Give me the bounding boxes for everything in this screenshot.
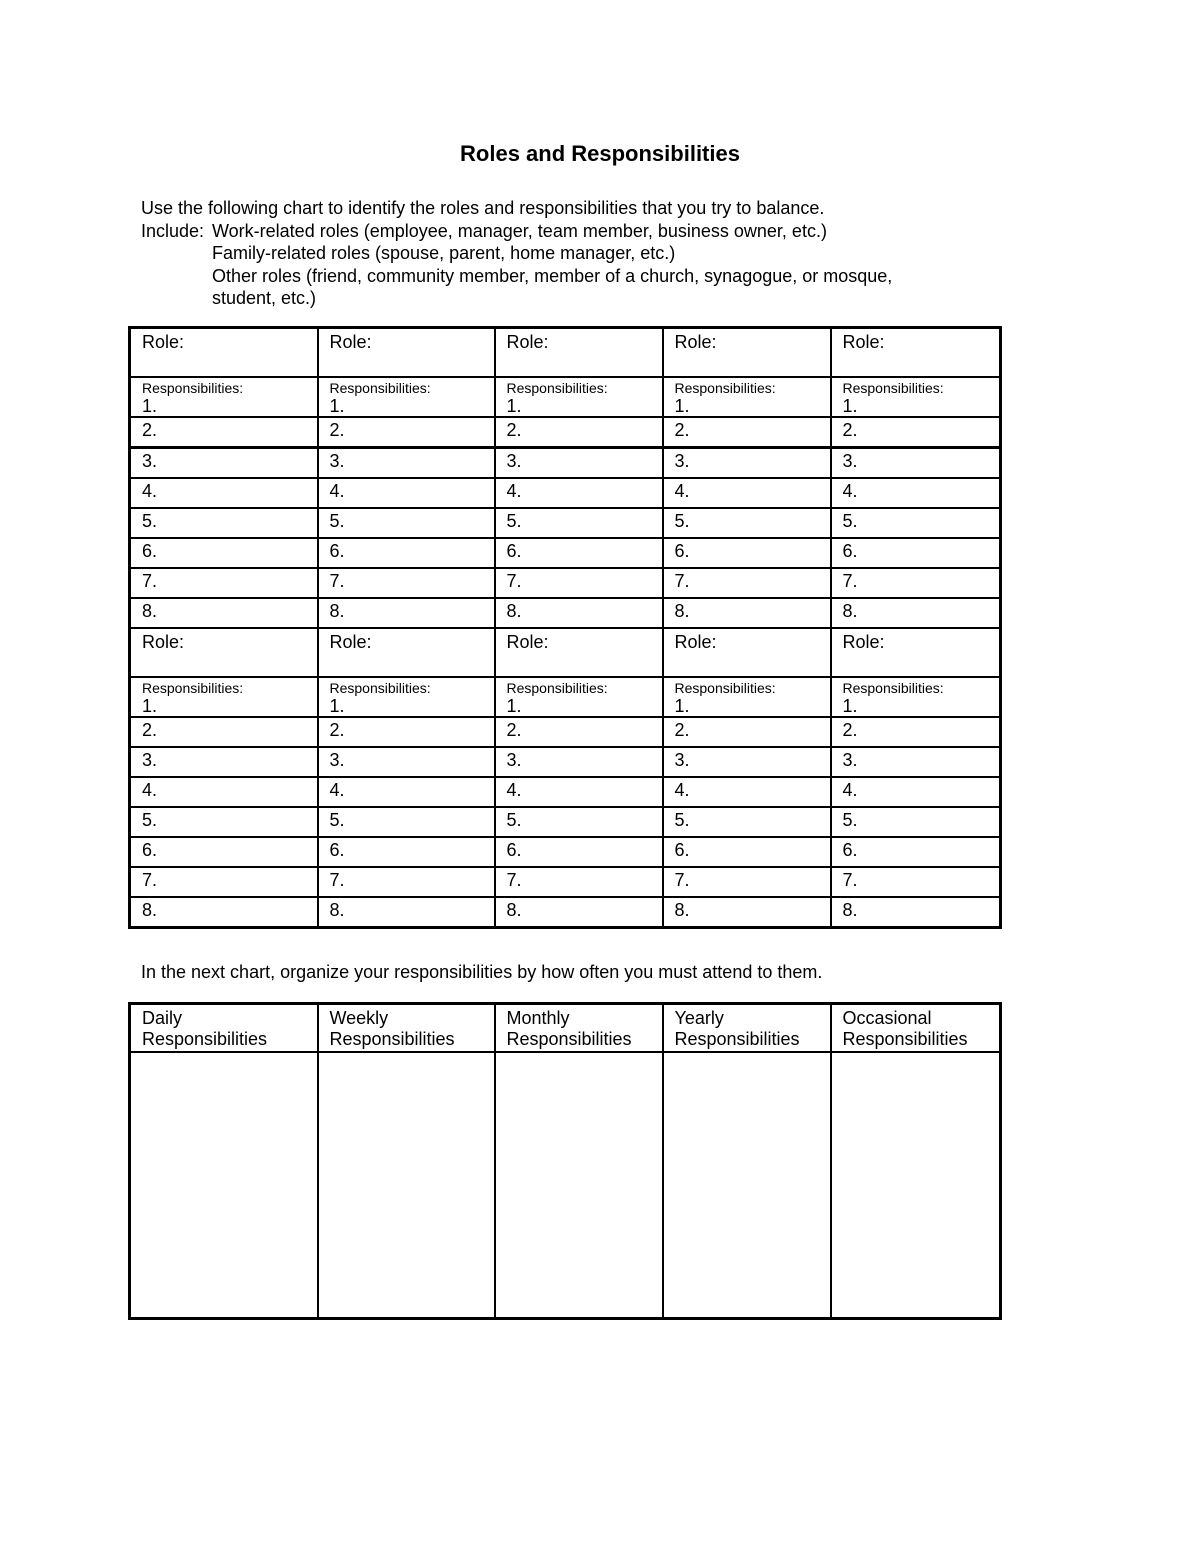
item-number: 6. bbox=[329, 541, 345, 561]
weekly-cell[interactable] bbox=[318, 1052, 495, 1319]
item-number: 8. bbox=[506, 900, 522, 920]
responsibility-cell[interactable] bbox=[130, 717, 318, 747]
item-number: 1. bbox=[329, 696, 345, 716]
responsibilities-row bbox=[130, 377, 1001, 417]
role-label: Role: bbox=[329, 332, 372, 352]
occasional-cell[interactable] bbox=[831, 1052, 1001, 1319]
responsibility-cell[interactable] bbox=[318, 417, 495, 448]
item-number: 8. bbox=[674, 900, 690, 920]
item-number: 2. bbox=[142, 720, 158, 740]
responsibility-cell[interactable] bbox=[831, 837, 1001, 867]
responsibility-cell[interactable] bbox=[663, 747, 831, 777]
responsibility-1-cell[interactable] bbox=[318, 677, 495, 717]
monthly-cell[interactable] bbox=[495, 1052, 663, 1319]
item-number: 2. bbox=[329, 420, 345, 440]
header-yearly: Yearly Responsibilities bbox=[663, 1004, 831, 1053]
responsibility-row bbox=[130, 568, 1001, 598]
responsibility-cell[interactable] bbox=[663, 867, 831, 897]
item-number: 6. bbox=[842, 541, 858, 561]
role-cell[interactable] bbox=[495, 628, 663, 677]
item-number: 2. bbox=[329, 720, 345, 740]
item-number: 2. bbox=[674, 720, 690, 740]
item-number: 8. bbox=[506, 601, 522, 621]
item-number: 5. bbox=[674, 511, 690, 531]
item-number: 3. bbox=[142, 750, 158, 770]
responsibility-cell[interactable] bbox=[130, 807, 318, 837]
item-number: 4. bbox=[506, 481, 522, 501]
roles-table bbox=[128, 326, 1002, 929]
item-number: 8. bbox=[142, 900, 158, 920]
item-number: 8. bbox=[329, 601, 345, 621]
responsibility-cell[interactable] bbox=[495, 448, 663, 479]
responsibility-cell[interactable] bbox=[318, 598, 495, 628]
item-number: 3. bbox=[142, 451, 158, 471]
responsibilities-label: Responsibilities: bbox=[674, 680, 776, 696]
responsibility-cell[interactable] bbox=[831, 867, 1001, 897]
responsibility-cell[interactable] bbox=[663, 417, 831, 448]
role-label: Role: bbox=[842, 332, 885, 352]
role-label: Role: bbox=[506, 632, 549, 652]
responsibility-row bbox=[130, 897, 1001, 928]
item-number: 7. bbox=[142, 870, 158, 890]
responsibility-cell[interactable] bbox=[831, 717, 1001, 747]
responsibility-cell[interactable] bbox=[130, 867, 318, 897]
responsibility-cell[interactable] bbox=[318, 508, 495, 538]
responsibility-row bbox=[130, 448, 1001, 479]
responsibility-cell[interactable] bbox=[495, 747, 663, 777]
role-cell[interactable] bbox=[831, 328, 1001, 378]
responsibility-cell[interactable] bbox=[130, 478, 318, 508]
responsibility-cell[interactable] bbox=[495, 807, 663, 837]
frequency-body-row bbox=[130, 1052, 1001, 1319]
responsibility-cell[interactable] bbox=[318, 807, 495, 837]
responsibility-cell[interactable] bbox=[663, 598, 831, 628]
item-number: 6. bbox=[842, 840, 858, 860]
item-number: 2. bbox=[142, 420, 158, 440]
responsibility-cell[interactable] bbox=[831, 897, 1001, 928]
header-weekly: Weekly Responsibilities bbox=[318, 1004, 495, 1053]
item-number: 5. bbox=[674, 810, 690, 830]
item-number: 4. bbox=[329, 780, 345, 800]
item-number: 7. bbox=[506, 870, 522, 890]
responsibility-1-cell[interactable] bbox=[130, 377, 318, 417]
responsibility-cell[interactable] bbox=[495, 478, 663, 508]
responsibilities-label: Responsibilities: bbox=[142, 680, 244, 696]
responsibility-cell[interactable] bbox=[831, 478, 1001, 508]
responsibility-cell[interactable] bbox=[318, 538, 495, 568]
item-number: 8. bbox=[329, 900, 345, 920]
responsibility-cell[interactable] bbox=[495, 508, 663, 538]
responsibility-cell[interactable] bbox=[130, 508, 318, 538]
role-row bbox=[130, 328, 1001, 378]
item-number: 7. bbox=[506, 571, 522, 591]
responsibilities-label: Responsibilities: bbox=[329, 680, 431, 696]
responsibilities-label: Responsibilities: bbox=[329, 380, 431, 396]
page-title: Roles and Responsibilities bbox=[460, 141, 740, 166]
role-label: Role: bbox=[674, 632, 717, 652]
responsibility-1-cell[interactable] bbox=[663, 377, 831, 417]
responsibility-cell[interactable] bbox=[318, 568, 495, 598]
responsibility-cell[interactable] bbox=[663, 568, 831, 598]
header-occasional: Occasional Responsibilities bbox=[831, 1004, 1001, 1053]
responsibility-cell[interactable] bbox=[663, 538, 831, 568]
responsibility-cell[interactable] bbox=[663, 478, 831, 508]
responsibility-cell[interactable] bbox=[130, 837, 318, 867]
responsibility-1-cell[interactable] bbox=[663, 677, 831, 717]
item-number: 2. bbox=[506, 420, 522, 440]
role-label: Role: bbox=[674, 332, 717, 352]
responsibility-row bbox=[130, 717, 1001, 747]
responsibility-cell[interactable] bbox=[318, 747, 495, 777]
frequency-note: In the next chart, organize your responsibilities by how often you must attend to them. bbox=[141, 962, 823, 982]
item-number: 8. bbox=[674, 601, 690, 621]
intro-line: Use the following chart to identify the roles and responsibilities that you try to balance. bbox=[141, 198, 825, 218]
role-label: Role: bbox=[142, 632, 185, 652]
item-number: 6. bbox=[674, 840, 690, 860]
responsibility-cell[interactable] bbox=[130, 747, 318, 777]
role-label: Role: bbox=[506, 332, 549, 352]
item-number: 4. bbox=[842, 481, 858, 501]
include-item-other: Other roles (friend, community member, member of a church, synagogue, or mosque, bbox=[212, 265, 893, 286]
item-number: 3. bbox=[842, 451, 858, 471]
item-number: 4. bbox=[329, 481, 345, 501]
responsibility-1-cell[interactable] bbox=[831, 677, 1001, 717]
role-cell[interactable] bbox=[130, 628, 318, 677]
item-number: 4. bbox=[674, 481, 690, 501]
responsibility-cell[interactable] bbox=[495, 417, 663, 448]
responsibility-cell[interactable] bbox=[130, 598, 318, 628]
responsibility-cell[interactable] bbox=[831, 598, 1001, 628]
responsibilities-label: Responsibilities: bbox=[506, 380, 608, 396]
responsibility-cell[interactable] bbox=[130, 417, 318, 448]
responsibilities-label: Responsibilities: bbox=[506, 680, 608, 696]
responsibility-cell[interactable] bbox=[495, 568, 663, 598]
responsibility-cell[interactable] bbox=[831, 747, 1001, 777]
responsibility-cell[interactable] bbox=[318, 867, 495, 897]
responsibility-cell[interactable] bbox=[318, 777, 495, 807]
role-cell[interactable] bbox=[130, 328, 318, 378]
item-number: 1. bbox=[842, 396, 858, 416]
item-number: 6. bbox=[506, 541, 522, 561]
item-number: 3. bbox=[506, 750, 522, 770]
responsibility-row bbox=[130, 807, 1001, 837]
item-number: 2. bbox=[506, 720, 522, 740]
item-number: 3. bbox=[674, 451, 690, 471]
responsibility-cell[interactable] bbox=[130, 568, 318, 598]
responsibility-row bbox=[130, 598, 1001, 628]
item-number: 4. bbox=[842, 780, 858, 800]
item-number: 1. bbox=[329, 396, 345, 416]
responsibility-cell[interactable] bbox=[663, 717, 831, 747]
item-number: 5. bbox=[506, 810, 522, 830]
item-number: 3. bbox=[506, 451, 522, 471]
responsibility-cell[interactable] bbox=[495, 538, 663, 568]
item-number: 3. bbox=[329, 451, 345, 471]
daily-cell[interactable] bbox=[130, 1052, 318, 1319]
item-number: 7. bbox=[674, 870, 690, 890]
include-item-work: Work-related roles (employee, manager, team member, business owner, etc.) bbox=[212, 220, 827, 241]
role-label: Role: bbox=[329, 632, 372, 652]
role-cell[interactable] bbox=[318, 328, 495, 378]
responsibility-cell[interactable] bbox=[318, 897, 495, 928]
responsibility-row bbox=[130, 478, 1001, 508]
item-number: 1. bbox=[506, 696, 522, 716]
responsibility-1-cell[interactable] bbox=[831, 377, 1001, 417]
yearly-cell[interactable] bbox=[663, 1052, 831, 1319]
item-number: 6. bbox=[329, 840, 345, 860]
responsibility-cell[interactable] bbox=[663, 508, 831, 538]
responsibility-row bbox=[130, 777, 1001, 807]
item-number: 7. bbox=[674, 571, 690, 591]
responsibility-cell[interactable] bbox=[318, 448, 495, 479]
responsibility-row bbox=[130, 837, 1001, 867]
item-number: 3. bbox=[674, 750, 690, 770]
item-number: 8. bbox=[842, 900, 858, 920]
intro-text bbox=[141, 197, 892, 310]
frequency-header-row bbox=[130, 1004, 1001, 1053]
responsibility-cell[interactable] bbox=[831, 568, 1001, 598]
responsibilities-label: Responsibilities: bbox=[674, 380, 776, 396]
responsibility-cell[interactable] bbox=[663, 807, 831, 837]
item-number: 7. bbox=[842, 571, 858, 591]
item-number: 7. bbox=[142, 571, 158, 591]
responsibility-cell[interactable] bbox=[831, 508, 1001, 538]
item-number: 6. bbox=[674, 541, 690, 561]
item-number: 6. bbox=[506, 840, 522, 860]
responsibility-cell[interactable] bbox=[318, 478, 495, 508]
responsibility-cell[interactable] bbox=[130, 897, 318, 928]
responsibility-1-cell[interactable] bbox=[318, 377, 495, 417]
item-number: 5. bbox=[142, 511, 158, 531]
responsibility-row bbox=[130, 867, 1001, 897]
item-number: 7. bbox=[842, 870, 858, 890]
responsibility-1-cell[interactable] bbox=[130, 677, 318, 717]
item-number: 1. bbox=[506, 396, 522, 416]
responsibility-cell[interactable] bbox=[495, 867, 663, 897]
item-number: 1. bbox=[674, 396, 690, 416]
responsibility-1-cell[interactable] bbox=[495, 677, 663, 717]
item-number: 6. bbox=[142, 840, 158, 860]
item-number: 5. bbox=[142, 810, 158, 830]
role-cell[interactable] bbox=[663, 628, 831, 677]
item-number: 1. bbox=[142, 396, 158, 416]
responsibility-cell[interactable] bbox=[130, 448, 318, 479]
responsibility-row bbox=[130, 508, 1001, 538]
role-label: Role: bbox=[142, 332, 185, 352]
include-item-family: Family-related roles (spouse, parent, home manager, etc.) bbox=[212, 243, 676, 263]
include-item-other-cont: student, etc.) bbox=[212, 288, 317, 308]
item-number: 1. bbox=[842, 696, 858, 716]
include-label: Include: bbox=[141, 220, 205, 241]
item-number: 6. bbox=[142, 541, 158, 561]
item-number: 7. bbox=[329, 870, 345, 890]
responsibility-cell[interactable] bbox=[663, 897, 831, 928]
item-number: 5. bbox=[329, 810, 345, 830]
responsibility-cell[interactable] bbox=[495, 598, 663, 628]
responsibility-cell[interactable] bbox=[831, 448, 1001, 479]
responsibilities-label: Responsibilities: bbox=[842, 380, 944, 396]
responsibility-cell[interactable] bbox=[130, 538, 318, 568]
item-number: 4. bbox=[674, 780, 690, 800]
role-label: Role: bbox=[842, 632, 885, 652]
header-daily: Daily Responsibilities bbox=[130, 1004, 318, 1053]
responsibility-row bbox=[130, 538, 1001, 568]
item-number: 5. bbox=[506, 511, 522, 531]
item-number: 3. bbox=[842, 750, 858, 770]
role-cell[interactable] bbox=[831, 628, 1001, 677]
responsibility-1-cell[interactable] bbox=[495, 377, 663, 417]
item-number: 1. bbox=[674, 696, 690, 716]
responsibility-cell[interactable] bbox=[318, 717, 495, 747]
responsibility-cell[interactable] bbox=[831, 807, 1001, 837]
responsibility-cell[interactable] bbox=[495, 837, 663, 867]
responsibility-cell[interactable] bbox=[130, 777, 318, 807]
item-number: 2. bbox=[674, 420, 690, 440]
responsibility-cell[interactable] bbox=[831, 777, 1001, 807]
item-number: 1. bbox=[142, 696, 158, 716]
item-number: 5. bbox=[329, 511, 345, 531]
responsibility-cell[interactable] bbox=[495, 777, 663, 807]
item-number: 2. bbox=[842, 720, 858, 740]
frequency-table bbox=[128, 1002, 1002, 1320]
item-number: 4. bbox=[506, 780, 522, 800]
responsibility-cell[interactable] bbox=[663, 777, 831, 807]
role-cell[interactable] bbox=[495, 328, 663, 378]
role-cell[interactable] bbox=[318, 628, 495, 677]
responsibility-cell[interactable] bbox=[318, 837, 495, 867]
item-number: 8. bbox=[842, 601, 858, 621]
role-row bbox=[130, 628, 1001, 677]
item-number: 2. bbox=[842, 420, 858, 440]
responsibility-cell[interactable] bbox=[495, 897, 663, 928]
item-number: 5. bbox=[842, 511, 858, 531]
item-number: 4. bbox=[142, 780, 158, 800]
responsibility-row bbox=[130, 417, 1001, 448]
responsibility-row bbox=[130, 747, 1001, 777]
responsibility-cell[interactable] bbox=[495, 717, 663, 747]
item-number: 4. bbox=[142, 481, 158, 501]
responsibilities-label: Responsibilities: bbox=[842, 680, 944, 696]
item-number: 8. bbox=[142, 601, 158, 621]
responsibility-cell[interactable] bbox=[831, 417, 1001, 448]
responsibility-cell[interactable] bbox=[831, 538, 1001, 568]
responsibilities-label: Responsibilities: bbox=[142, 380, 244, 396]
item-number: 7. bbox=[329, 571, 345, 591]
responsibility-cell[interactable] bbox=[663, 837, 831, 867]
responsibilities-row bbox=[130, 677, 1001, 717]
role-cell[interactable] bbox=[663, 328, 831, 378]
item-number: 5. bbox=[842, 810, 858, 830]
item-number: 3. bbox=[329, 750, 345, 770]
responsibility-cell[interactable] bbox=[663, 448, 831, 479]
header-monthly: Monthly Responsibilities bbox=[495, 1004, 663, 1053]
